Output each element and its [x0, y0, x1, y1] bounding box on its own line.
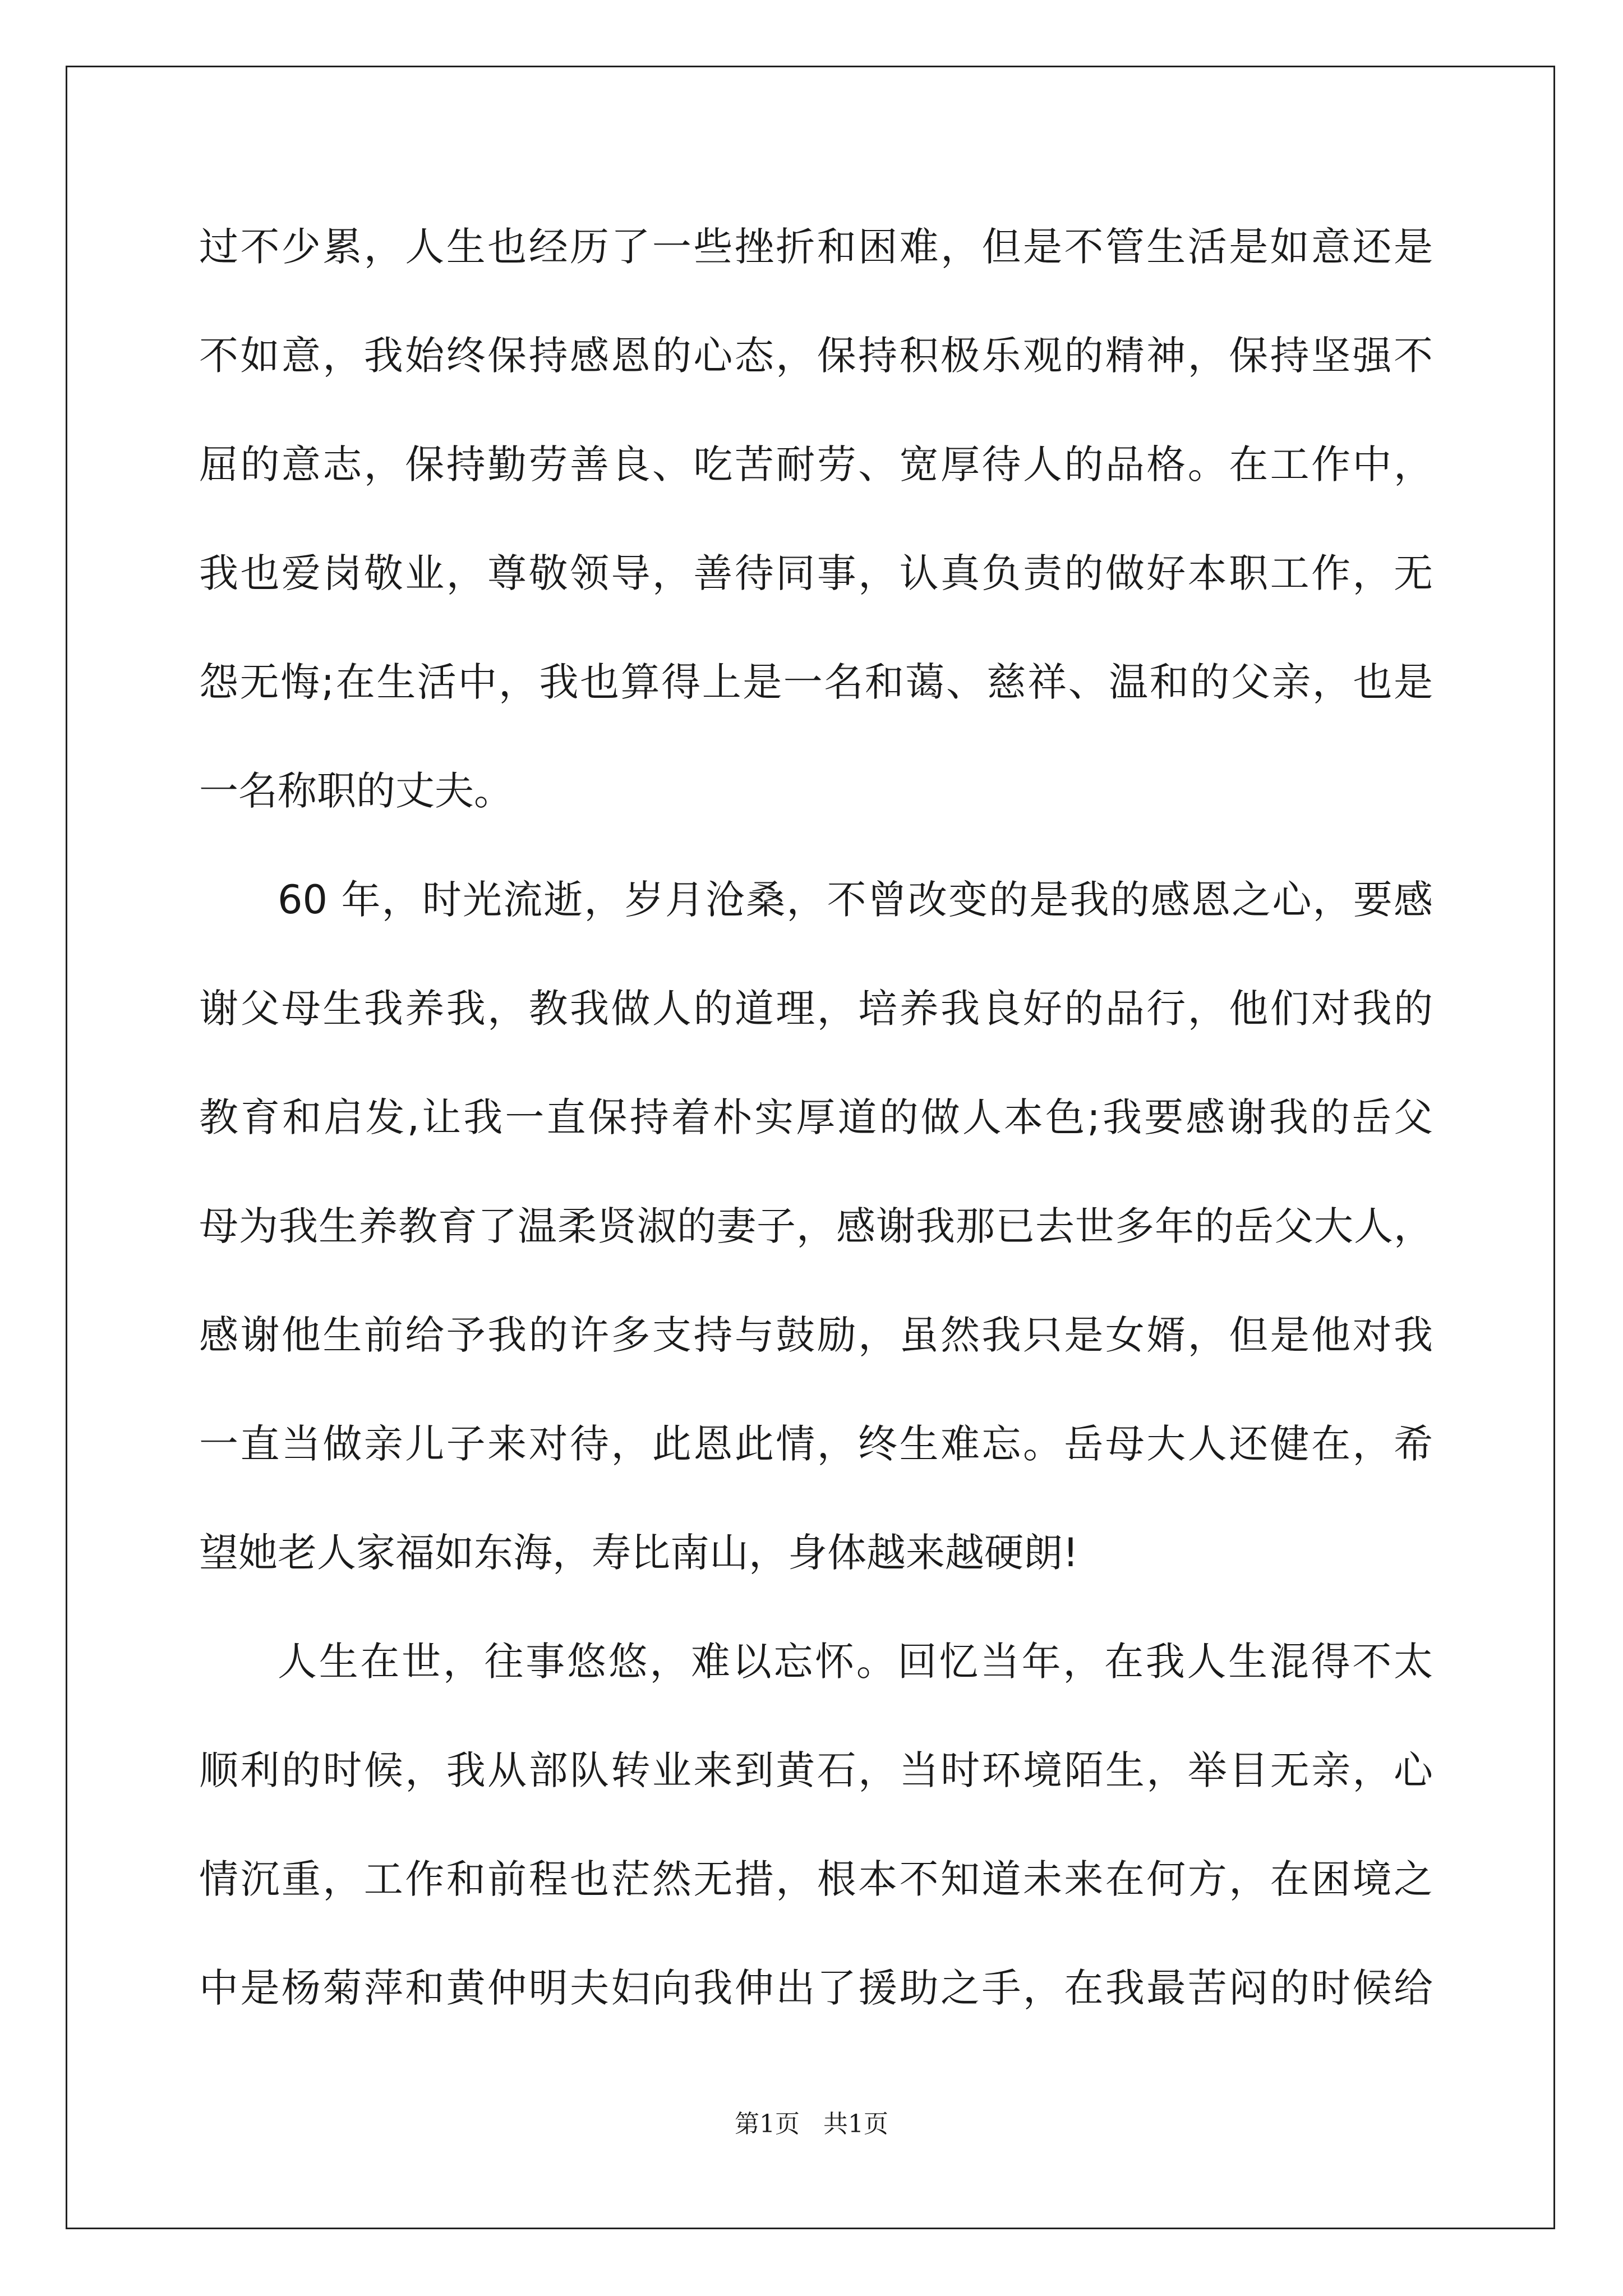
text-line: 不如意，我始终保持感恩的心态，保持积极乐观的精神，保持坚强不 — [199, 333, 1433, 379]
text-line: 中是杨菊萍和黄仲明夫妇向我伸出了援助之手，在我最苦闷的时候给 — [199, 1965, 1433, 2011]
text-line: 感谢他生前给予我的许多支持与鼓励，虽然我只是女婿，但是他对我 — [199, 1312, 1433, 1358]
text-line: 顺利的时候，我从部队转业来到黄石，当时环境陌生，举目无亲，心 — [199, 1747, 1433, 1793]
text-line: 谢父母生我养我，教我做人的道理，培养我良好的品行，他们对我的 — [199, 986, 1433, 1032]
text-line: 一名称职的丈夫。 — [199, 768, 513, 814]
text-line: 过不少累，人生也经历了一些挫折和困难，但是不管生活是如意还是 — [199, 224, 1433, 270]
text-line: 一直当做亲儿子来对待，此恩此情，终生难忘。岳母大人还健在，希 — [199, 1421, 1433, 1467]
text-line: 教育和启发,让我一直保持着朴实厚道的做人本色;我要感谢我的岳父 — [199, 1094, 1433, 1140]
text-line: 屈的意志，保持勤劳善良、吃苦耐劳、宽厚待人的品格。在工作中， — [199, 441, 1433, 487]
text-line: 我也爱岗敬业，尊敬领导，善待同事，认真负责的做好本职工作，无 — [199, 550, 1433, 596]
document-body — [199, 216, 1433, 2066]
text-line: 怨无悔;在生活中，我也算得上是一名和蔼、慈祥、温和的父亲，也是 — [199, 659, 1433, 705]
text-line: 望她老人家福如东海，寿比南山，身体越来越硬朗! — [199, 1530, 1079, 1576]
text-line: 人生在世，往事悠悠，难以忘怀。回忆当年，在我人生混得不太 — [278, 1639, 1433, 1685]
page-footer: 第1页 共1页 — [735, 2110, 888, 2138]
text-line: 60 年，时光流逝，岁月沧桑，不曾改变的是我的感恩之心，要感 — [278, 877, 1433, 923]
text-line: 情沉重，工作和前程也茫然无措，根本不知道未来在何方，在困境之 — [199, 1856, 1433, 1902]
text-line: 母为我生养教育了温柔贤淑的妻子，感谢我那已去世多年的岳父大人， — [199, 1203, 1433, 1249]
